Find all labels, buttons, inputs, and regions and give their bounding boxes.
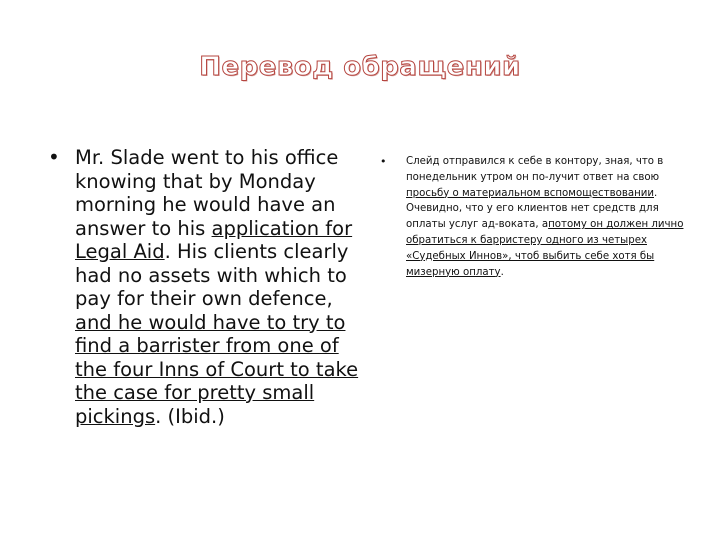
text-run: . (Ibid.) <box>155 404 225 428</box>
text-run: Mr. Slade went to his office knowing that by Monday morning he would have an answer to his <box>75 146 339 240</box>
underlined-phrase: application for Legal Aid <box>75 216 353 263</box>
underlined-phrase: просьбу о материальном вспомоществовании <box>406 187 654 199</box>
bullet-marker: • <box>48 145 60 169</box>
text-run: . Очевидно, что у его клиентов нет средств для оплаты услуг ад-воката, а <box>406 187 659 231</box>
underlined-phrase: and he would have to try to find a barrister from one of the four Inns of Court to take the case for pretty small pickings <box>75 310 359 428</box>
underlined-phrase: потому он должен лично обратиться к барристеру одного из четырех «Судебных Иннов», чтоб выбить себе хотя бы мизерную оплату <box>406 219 684 278</box>
text-run: . <box>500 266 504 278</box>
text-run: Слейд отправился к себе в контору, зная, что в понедельник утром он по-лучит ответ на свою <box>406 156 664 183</box>
russian-paragraph <box>406 154 688 280</box>
slide-title: Перевод обращений <box>199 52 521 82</box>
english-paragraph <box>75 146 367 428</box>
text-run: . His clients clearly had no assets with which to pay for their own defence, <box>75 240 349 310</box>
bullet-marker: • <box>380 155 387 168</box>
